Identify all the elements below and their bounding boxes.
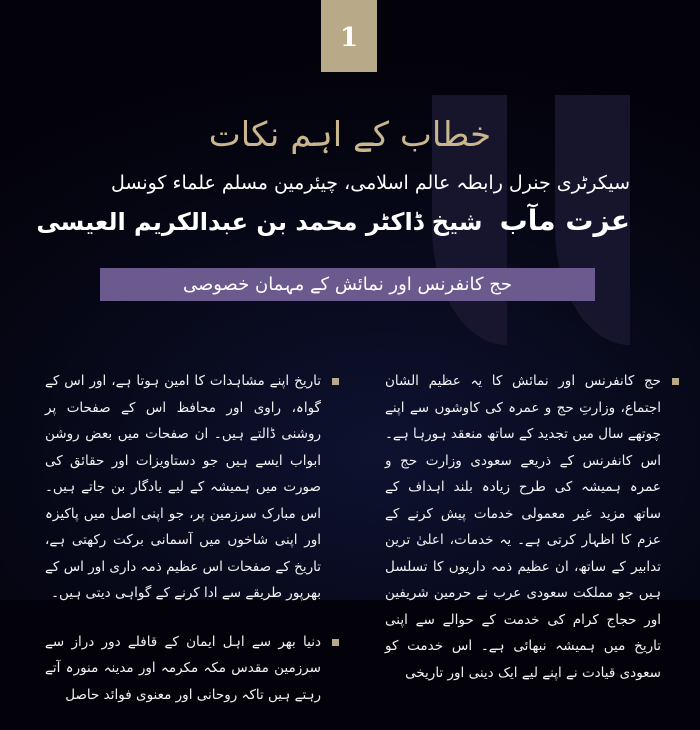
paragraph-text: تاریخ اپنے مشاہدات کا امین ہوتا ہے، اور اس کے گواہ، راوی اور محافظ اس کے صفحات پر روشنی ڈالتے ہیں۔ ان صفحات میں بعض روشن ابواب ایسے ہیں جو دستاویزات اور حقائق کی صورت میں ہمیشہ کے لیے یادگار بن جاتے ہیں۔ اس مبارک سرزمین پر، جو اپنی اصل میں پاکیزہ اور اپنی شاخوں میں آسمانی برکت رکھتی ہے، تاریخ کے صفحات اس عظیم ذمہ داری اور اس کے بھرپور طریقے سے ادا کرنے کے گواہی دیتی ہیں۔ — [45, 373, 321, 601]
paragraph-text: دنیا بھر سے اہل ایمان کے قافلے دور دراز سے سرزمین مقدس مکہ مکرمہ اور مدینہ منورہ آتے رہتے ہیں تاکہ روحانی اور معنوی فوائد حاصل — [45, 633, 321, 703]
left-text-column — [45, 368, 335, 730]
speaker-position: سیکرٹری جنرل رابطہ عالم اسلامی، چیئرمین مسلم علماء کونسل — [110, 172, 630, 194]
bullet-paragraph — [45, 368, 335, 607]
bullet-paragraph — [385, 368, 675, 686]
paragraph-text: حج کانفرنس اور نمائش کا یہ عظیم الشان اجتماع، وزارتِ حج و عمرہ کی کاوشوں سے اپنے چوتھے سال میں تجدید کے ساتھ منعقد ہورہا ہے۔ اس کانفرنس کے ذریعے سعودی وزارت حج و عمرہ ہمیشہ کی طرح زیادہ بلند اہداف کے ساتھ مزید غیر معمولی خدمات پیش کرنے کے عزم کا اظہار کرتی ہے۔ یہ خدمات، اعلیٰ ترین تدابیر کے ساتھ، ان عظیم ذمہ داریوں کا تسلسل ہیں جو مملکت سعودی عرب نے حرمین شریفین اور حجاج کرام کی خدمت کے حوالے سے اپنی تاریخ میں ہمیشہ نبھائی ہے۔ اس خدمت کو سعودی قیادت نے اپنے لیے ایک دینی اور تاریخی — [385, 373, 661, 681]
guest-banner-text: حج کانفرنس اور نمائش کے مہمان خصوصی — [182, 274, 513, 295]
page-title: خطاب کے اہم نکات — [208, 115, 492, 155]
speaker-name-line — [36, 204, 630, 237]
right-text-column — [385, 368, 675, 708]
speaker-honorific: عزت مآب — [499, 204, 630, 237]
bullet-paragraph — [45, 629, 335, 709]
square-bullet-icon — [672, 378, 679, 385]
guest-of-honor-banner — [100, 268, 595, 301]
page-number: 1 — [339, 23, 359, 53]
square-bullet-icon — [332, 639, 339, 646]
speaker-name: شیخ ڈاکٹر محمد بن عبدالکریم العیسی — [36, 208, 483, 236]
page-number-tab — [321, 0, 377, 72]
square-bullet-icon — [332, 378, 339, 385]
